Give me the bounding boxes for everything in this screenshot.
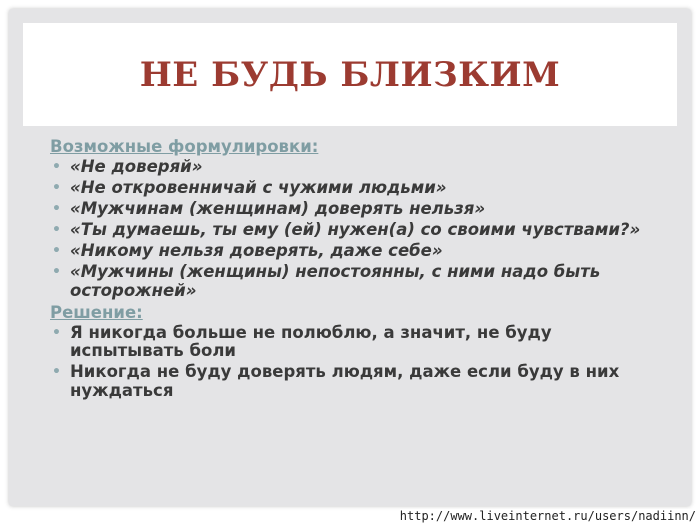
wordings-list xyxy=(50,158,650,300)
list-item-text: «Не доверяй» xyxy=(70,157,203,176)
bullet-icon: • xyxy=(52,180,61,196)
list-item-text: «Никому нельзя доверять, даже себе» xyxy=(70,241,443,260)
bullet-icon: • xyxy=(52,222,61,238)
list-item-text: «Мужчинам (женщинам) доверять нельзя» xyxy=(70,199,486,218)
bullet-icon: • xyxy=(52,264,61,280)
list-item-text: «Не откровенничай с чужими людьми» xyxy=(70,178,447,197)
list-item xyxy=(50,200,650,219)
bullet-icon: • xyxy=(52,201,61,217)
list-item-text: «Ты думаешь, ты ему (ей) нужен(а) со своими чувствами?» xyxy=(70,220,641,239)
slide-content xyxy=(50,137,650,403)
slide-title: НЕ БУДЬ БЛИЗКИМ xyxy=(139,54,561,95)
wordings-heading: Возможные формулировки: xyxy=(50,137,319,156)
list-item-text: «Мужчины (женщины) непостоянны, с ними надо быть осторожней» xyxy=(70,262,601,300)
list-item xyxy=(50,179,650,198)
bullet-icon: • xyxy=(52,324,61,341)
list-item xyxy=(50,324,650,361)
bullet-icon: • xyxy=(52,159,61,175)
list-item xyxy=(50,363,650,400)
bullet-icon: • xyxy=(52,364,61,380)
list-item xyxy=(50,158,650,177)
list-item xyxy=(50,242,650,261)
list-item xyxy=(50,263,650,300)
list-item xyxy=(50,221,650,240)
bullet-icon: • xyxy=(52,243,61,259)
slide xyxy=(9,9,691,506)
decision-heading: Решение: xyxy=(50,302,143,322)
list-item-text: Я никогда больше не полюблю, а значит, не буду испытывать боли xyxy=(70,322,552,360)
title-box xyxy=(23,23,677,126)
list-item-text: Никогда не буду доверять людям, даже если буду в них нуждаться xyxy=(70,362,620,400)
watermark-url: http://www.liveinternet.ru/users/nadiinn/ xyxy=(399,509,696,523)
decision-list xyxy=(50,324,650,401)
